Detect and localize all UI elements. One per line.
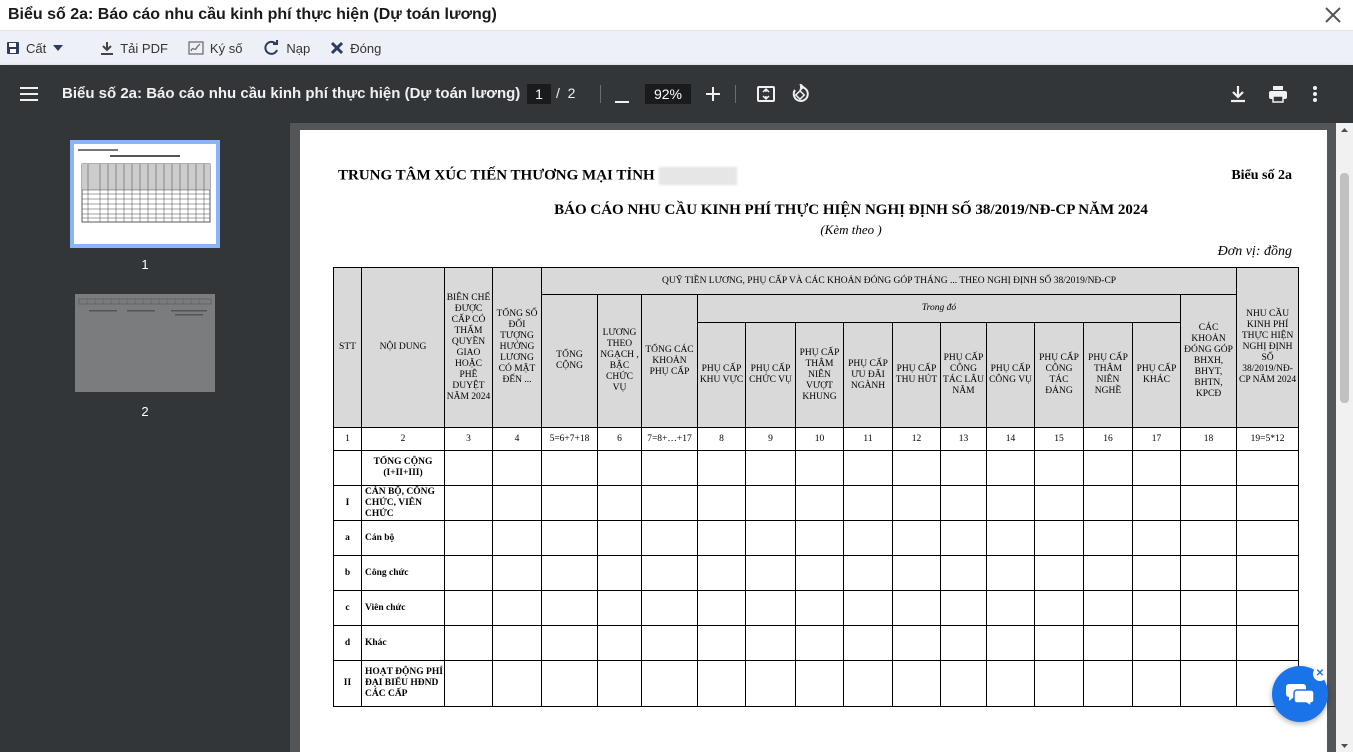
table-cell: [987, 451, 1035, 486]
table-cell: [796, 451, 844, 486]
reload-label: Nạp: [286, 40, 311, 56]
scroll-up-icon[interactable]: [1336, 124, 1353, 136]
fit-page-icon[interactable]: [756, 84, 776, 109]
table-cell: [698, 626, 746, 661]
table-cell: [698, 556, 746, 591]
document-canvas: [290, 123, 1353, 752]
table-cell: [542, 556, 598, 591]
toolbar-divider: [600, 85, 601, 103]
header-pc-uudai: PHỤ CẤP ƯU ĐÃI NGÀNH: [844, 323, 893, 428]
table-cell: [1133, 661, 1181, 707]
digital-sign-label: Ký số: [209, 40, 243, 56]
column-number-cell: 13: [941, 428, 987, 451]
table-cell: [1084, 661, 1133, 707]
table-cell: [598, 626, 642, 661]
print-icon[interactable]: [1268, 84, 1288, 109]
table-cell: [796, 486, 844, 521]
table-cell: [1084, 451, 1133, 486]
close-icon[interactable]: [1323, 5, 1343, 25]
row-label: TỔNG CỘNG (I+II+III): [362, 451, 445, 486]
chevron-down-icon[interactable]: [52, 43, 64, 53]
table-cell: [542, 626, 598, 661]
column-number-cell: 16: [1084, 428, 1133, 451]
table-cell: [941, 486, 987, 521]
row-stt: c: [334, 591, 362, 626]
row-label: Viên chức: [362, 591, 445, 626]
pdf-viewer: [0, 65, 1353, 752]
download-pdf-button[interactable]: [100, 41, 168, 56]
table-row: [334, 626, 1299, 661]
table-cell: [941, 626, 987, 661]
table-cell: [746, 556, 796, 591]
toolbar-divider: [735, 85, 736, 103]
table-cell: [698, 661, 746, 707]
table-cell: [1084, 556, 1133, 591]
table-cell: [1133, 451, 1181, 486]
column-number-cell: 5=6+7+18: [542, 428, 598, 451]
table-row: [334, 591, 1299, 626]
table-cell: [796, 591, 844, 626]
table-cell: [642, 661, 698, 707]
table-cell: [493, 556, 542, 591]
table-cell: [1181, 626, 1237, 661]
row-label: Cán bộ: [362, 521, 445, 556]
header-trongdo: Trong đó: [698, 295, 1181, 323]
table-cell: [445, 521, 493, 556]
table-cell: [598, 486, 642, 521]
header-pc-thuhut: PHỤ CẤP THU HÚT: [893, 323, 941, 428]
table-cell: [1133, 486, 1181, 521]
row-label: Khác: [362, 626, 445, 661]
header-pc-dang: PHỤ CẤP CÔNG TÁC ĐẢNG: [1035, 323, 1084, 428]
table-cell: [1084, 591, 1133, 626]
table-cell: [1237, 556, 1299, 591]
table-cell: [698, 451, 746, 486]
table-cell: [493, 661, 542, 707]
table-cell: [698, 591, 746, 626]
column-number-cell: 18: [1181, 428, 1237, 451]
table-cell: [1237, 486, 1299, 521]
table-cell: [598, 451, 642, 486]
page-separator: /: [556, 85, 560, 101]
table-cell: [941, 661, 987, 707]
table-cell: [642, 521, 698, 556]
row-stt: d: [334, 626, 362, 661]
row-stt: [334, 451, 362, 486]
download-pdf-label: Tải PDF: [120, 40, 168, 56]
header-pc-launam: PHỤ CẤP CÔNG TÁC LÂU NĂM: [941, 323, 987, 428]
row-label: CÁN BỘ, CÔNG CHỨC, VIÊN CHỨC: [362, 486, 445, 521]
table-cell: [1181, 591, 1237, 626]
header-donggop: CÁC KHOẢN ĐÓNG GÓP BHXH, BHYT, BHTN, KPCĐ: [1181, 295, 1237, 428]
header-tongpc: TỔNG CÁC KHOẢN PHỤ CẤP: [642, 295, 698, 428]
table-cell: [796, 626, 844, 661]
page-number-input[interactable]: 1: [527, 84, 551, 104]
table-cell: [1035, 661, 1084, 707]
header-bienche: BIÊN CHẾ ĐƯỢC CẤP CÓ THẨM QUYỀN GIAO HOẶC PHÊ DUYỆT NĂM 2024: [445, 268, 493, 428]
table-cell: [1133, 556, 1181, 591]
download-icon: [100, 41, 114, 55]
table-row: [334, 451, 1299, 486]
header-pc-khuvuc: PHỤ CẤP KHU VỰC: [698, 323, 746, 428]
thumbnail-label-1: 1: [141, 257, 149, 272]
table-cell: [445, 451, 493, 486]
table-cell: [1084, 626, 1133, 661]
table-cell: [445, 661, 493, 707]
table-cell: [987, 626, 1035, 661]
thumbnail-preview: [75, 294, 215, 392]
table-cell: [493, 626, 542, 661]
column-number-cell: 12: [893, 428, 941, 451]
table-cell: [1237, 591, 1299, 626]
row-label: Công chức: [362, 556, 445, 591]
table-cell: [1133, 521, 1181, 556]
more-options-icon[interactable]: [1312, 84, 1318, 109]
page-thumbnail-1[interactable]: [70, 140, 220, 248]
header-tongcong: TỔNG CỘNG: [542, 295, 598, 428]
column-number-cell: 7=8+…+17: [642, 428, 698, 451]
header-pc-chucvu: PHỤ CẤP CHỨC VỤ: [746, 323, 796, 428]
table-cell: [1237, 451, 1299, 486]
table-cell: [844, 626, 893, 661]
table-cell: [542, 591, 598, 626]
column-number-cell: 14: [987, 428, 1035, 451]
document-scrollbar[interactable]: [1336, 123, 1353, 752]
table-cell: [746, 521, 796, 556]
table-cell: [642, 626, 698, 661]
column-number-cell: 3: [445, 428, 493, 451]
report-subtitle: (Kèm theo ): [820, 222, 882, 237]
table-cell: [542, 486, 598, 521]
save-button[interactable]: [6, 41, 70, 56]
table-cell: [1035, 486, 1084, 521]
action-toolbar: [0, 31, 1353, 65]
org-name: [338, 167, 737, 185]
header-tongso: TỔNG SỐ ĐỐI TƯỢNG HƯỞNG LƯƠNG CÓ MẶT ĐẾN ...: [493, 268, 542, 428]
table-cell: [698, 521, 746, 556]
thumbnail-label-2: 2: [141, 404, 149, 419]
table-cell: [598, 521, 642, 556]
digital-sign-button[interactable]: [188, 41, 243, 56]
row-stt: b: [334, 556, 362, 591]
table-cell: [893, 451, 941, 486]
scroll-down-icon[interactable]: [1336, 740, 1353, 752]
table-cell: [493, 486, 542, 521]
table-cell: [844, 661, 893, 707]
table-cell: [493, 591, 542, 626]
header-pc-khac: PHỤ CẤP KHÁC: [1133, 323, 1181, 428]
table-cell: [893, 626, 941, 661]
table-cell: [642, 486, 698, 521]
column-number-cell: 2: [362, 428, 445, 451]
table-cell: [987, 591, 1035, 626]
form-number: Biểu số 2a: [1231, 168, 1292, 183]
table-cell: [941, 556, 987, 591]
hamburger-menu-icon[interactable]: [20, 86, 38, 107]
rotate-icon[interactable]: [790, 84, 810, 109]
table-cell: [1035, 451, 1084, 486]
table-cell: [1181, 556, 1237, 591]
column-number-cell: 10: [796, 428, 844, 451]
header-nhucau: NHU CẦU KINH PHÍ THỰC HIỆN NGHỊ ĐỊNH SỐ 38/2019/NĐ-CP NĂM 2024: [1237, 268, 1299, 428]
currency-unit: Đơn vị: đồng: [1217, 244, 1292, 259]
table-cell: [1237, 521, 1299, 556]
column-number-row: [334, 428, 1299, 451]
table-cell: [598, 591, 642, 626]
chat-dismiss-icon[interactable]: ✕: [1313, 667, 1327, 681]
table-cell: [1181, 451, 1237, 486]
row-stt: II: [334, 661, 362, 707]
save-label: Cất: [26, 40, 47, 56]
header-quy: QUỸ TIỀN LƯƠNG, PHỤ CẤP VÀ CÁC KHOẢN ĐÓNG GÓP THÁNG ... THEO NGHỊ ĐỊNH SỐ 38/2019/NĐ-CP: [542, 268, 1237, 295]
column-number-cell: 11: [844, 428, 893, 451]
thumbnail-sidebar: [0, 123, 290, 752]
table-cell: [893, 521, 941, 556]
table-cell: [642, 591, 698, 626]
column-number-cell: 19=5*12: [1237, 428, 1299, 451]
table-cell: [893, 591, 941, 626]
close-button[interactable]: [330, 41, 381, 56]
chat-bubble-icon: [1285, 681, 1315, 707]
report-body: [334, 451, 1299, 707]
table-row: [334, 556, 1299, 591]
column-number-cell: 17: [1133, 428, 1181, 451]
scrollbar-thumb[interactable]: [1340, 173, 1349, 403]
table-cell: [987, 661, 1035, 707]
signature-icon: [188, 41, 204, 55]
refresh-icon: [262, 39, 280, 57]
header-pc-thamnienvk: PHỤ CẤP THÂM NIÊN VƯỢT KHUNG: [796, 323, 844, 428]
redacted-text: [659, 167, 737, 185]
table-cell: [746, 451, 796, 486]
table-cell: [893, 661, 941, 707]
reload-button[interactable]: [262, 39, 310, 57]
save-icon: [6, 41, 20, 55]
viewer-toolbar: [0, 65, 1353, 123]
table-cell: [941, 591, 987, 626]
page-total: 2: [567, 85, 576, 101]
table-cell: [746, 661, 796, 707]
row-stt: a: [334, 521, 362, 556]
table-cell: [445, 591, 493, 626]
table-cell: [844, 486, 893, 521]
zoom-out-icon[interactable]: [615, 92, 629, 110]
pdf-page-1: [300, 130, 1327, 752]
page-count: [556, 85, 575, 101]
report-title: BÁO CÁO NHU CẦU KINH PHÍ THỰC HIỆN NGHỊ ĐỊNH SỐ 38/2019/NĐ-CP NĂM 2024: [554, 202, 1148, 218]
table-row: [334, 521, 1299, 556]
table-cell: [1237, 626, 1299, 661]
table-cell: [987, 556, 1035, 591]
row-stt: I: [334, 486, 362, 521]
table-cell: [893, 486, 941, 521]
table-cell: [445, 556, 493, 591]
table-cell: [642, 556, 698, 591]
table-cell: [1035, 626, 1084, 661]
page-thumbnail-2[interactable]: [75, 294, 215, 392]
window-titlebar: [0, 0, 1353, 31]
column-number-cell: 6: [598, 428, 642, 451]
table-cell: [542, 521, 598, 556]
column-number-cell: 9: [746, 428, 796, 451]
table-cell: [746, 486, 796, 521]
zoom-in-icon[interactable]: [706, 87, 720, 106]
column-number-cell: 4: [493, 428, 542, 451]
table-cell: [844, 591, 893, 626]
table-row: [334, 486, 1299, 521]
table-cell: [1035, 556, 1084, 591]
table-cell: [642, 451, 698, 486]
table-cell: [1035, 521, 1084, 556]
table-row: [334, 661, 1299, 707]
thumbnail-preview: [74, 144, 216, 244]
table-cell: [844, 556, 893, 591]
table-cell: [598, 661, 642, 707]
viewer-doc-title: Biểu số 2a: Báo cáo nhu cầu kinh phí thực hiện (Dự toán lương): [62, 85, 521, 102]
column-number-cell: 15: [1035, 428, 1084, 451]
table-cell: [987, 486, 1035, 521]
window-title: Biểu số 2a: Báo cáo nhu cầu kinh phí thực hiện (Dự toán lương): [8, 6, 497, 23]
header-pc-thamniennghe: PHỤ CẤP THÂM NIÊN NGHỀ: [1084, 323, 1133, 428]
table-cell: [1181, 661, 1237, 707]
table-cell: [1084, 521, 1133, 556]
table-cell: [796, 521, 844, 556]
table-cell: [746, 626, 796, 661]
header-pc-congvu: PHỤ CẤP CÔNG VỤ: [987, 323, 1035, 428]
header-stt: STT: [334, 268, 362, 428]
table-cell: [1035, 591, 1084, 626]
table-cell: [796, 556, 844, 591]
report-table: [333, 267, 1299, 707]
table-cell: [1084, 486, 1133, 521]
table-cell: [1133, 626, 1181, 661]
zoom-input[interactable]: 92%: [645, 84, 691, 104]
table-cell: [598, 556, 642, 591]
table-cell: [893, 556, 941, 591]
table-cell: [445, 486, 493, 521]
column-number-cell: 1: [334, 428, 362, 451]
org-name-text: TRUNG TÂM XÚC TIẾN THƯƠNG MẠI TỈNH: [338, 167, 655, 184]
table-cell: [987, 521, 1035, 556]
table-cell: [698, 486, 746, 521]
table-cell: [1181, 521, 1237, 556]
column-number-cell: 8: [698, 428, 746, 451]
table-cell: [542, 451, 598, 486]
table-cell: [445, 626, 493, 661]
table-cell: [941, 451, 987, 486]
download-pdf-icon[interactable]: [1229, 84, 1247, 109]
table-cell: [542, 661, 598, 707]
close-x-icon: [330, 41, 344, 55]
close-label: Đóng: [350, 40, 382, 56]
table-cell: [1133, 591, 1181, 626]
table-cell: [941, 521, 987, 556]
header-luong: LƯƠNG THEO NGẠCH , BẬC CHỨC VỤ: [598, 295, 642, 428]
row-label: HOẠT ĐỘNG PHÍ ĐẠI BIỂU HĐND CÁC CẤP: [362, 661, 445, 707]
header-noidung: NỘI DUNG: [362, 268, 445, 428]
table-cell: [746, 591, 796, 626]
table-cell: [796, 661, 844, 707]
table-cell: [844, 521, 893, 556]
table-cell: [493, 521, 542, 556]
table-cell: [1181, 486, 1237, 521]
table-cell: [493, 451, 542, 486]
table-cell: [844, 451, 893, 486]
